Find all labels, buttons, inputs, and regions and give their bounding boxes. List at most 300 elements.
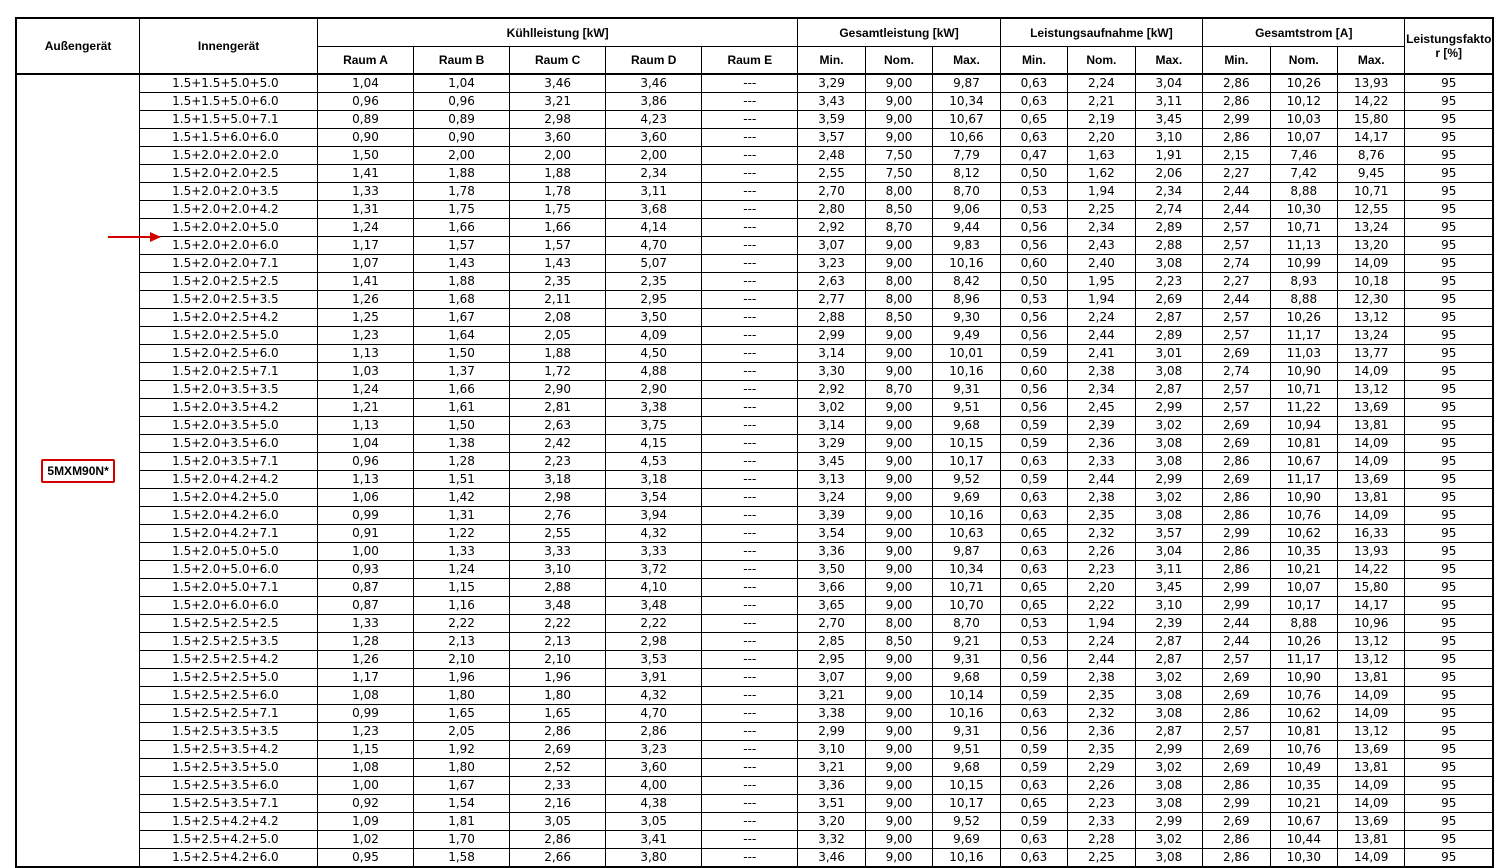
value-cell: 95 (1405, 651, 1493, 669)
indoor-combo-cell: 1.5+2.0+4.2+4.2 (140, 471, 318, 489)
value-cell: 2,99 (1203, 597, 1270, 615)
value-cell: 10,18 (1338, 273, 1405, 291)
value-cell: 0,96 (317, 93, 413, 111)
value-cell: 95 (1405, 273, 1493, 291)
value-cell: 11,17 (1270, 327, 1337, 345)
value-cell: 0,53 (1000, 201, 1067, 219)
value-cell: --- (702, 327, 798, 345)
value-cell: --- (702, 74, 798, 93)
value-cell: 2,57 (1203, 219, 1270, 237)
value-cell: 9,51 (933, 741, 1000, 759)
value-cell: 95 (1405, 417, 1493, 435)
value-cell: 2,33 (510, 777, 606, 795)
value-cell: 14,09 (1338, 507, 1405, 525)
value-cell: 3,24 (798, 489, 865, 507)
table-row (16, 471, 1493, 489)
value-cell: --- (702, 273, 798, 291)
value-cell: 10,12 (1270, 93, 1337, 111)
value-cell: 9,00 (865, 453, 932, 471)
value-cell: 1,41 (317, 165, 413, 183)
header-gesamtstrom-max: Max. (1338, 47, 1405, 75)
value-cell: 3,57 (1135, 525, 1202, 543)
value-cell: 2,34 (1068, 381, 1135, 399)
value-cell: 10,26 (1270, 309, 1337, 327)
value-cell: 1,64 (414, 327, 510, 345)
value-cell: 2,52 (510, 759, 606, 777)
value-cell: 3,38 (798, 705, 865, 723)
table-row (16, 345, 1493, 363)
value-cell: 9,00 (865, 93, 932, 111)
value-cell: 3,54 (798, 525, 865, 543)
value-cell: 95 (1405, 615, 1493, 633)
value-cell: 2,36 (1068, 723, 1135, 741)
value-cell: 95 (1405, 741, 1493, 759)
value-cell: 3,59 (798, 111, 865, 129)
value-cell: 3,18 (606, 471, 702, 489)
value-cell: 2,99 (798, 723, 865, 741)
value-cell: 1,75 (414, 201, 510, 219)
value-cell: --- (702, 453, 798, 471)
value-cell: --- (702, 651, 798, 669)
value-cell: 2,38 (1068, 669, 1135, 687)
value-cell: 1,57 (510, 237, 606, 255)
value-cell: 3,08 (1135, 705, 1202, 723)
value-cell: 95 (1405, 579, 1493, 597)
value-cell: 1,31 (414, 507, 510, 525)
value-cell: 2,27 (1203, 165, 1270, 183)
value-cell: 13,93 (1338, 74, 1405, 93)
value-cell: 95 (1405, 705, 1493, 723)
value-cell: 2,86 (606, 723, 702, 741)
value-cell: 95 (1405, 543, 1493, 561)
value-cell: 1,31 (317, 201, 413, 219)
value-cell: 2,23 (1068, 795, 1135, 813)
value-cell: 10,07 (1270, 579, 1337, 597)
value-cell: 9,68 (933, 669, 1000, 687)
value-cell: 10,76 (1270, 741, 1337, 759)
value-cell: 2,23 (1135, 273, 1202, 291)
value-cell: 10,63 (933, 525, 1000, 543)
header-gesamtleistung: Gesamtleistung [kW] (798, 18, 1000, 47)
table-row (16, 705, 1493, 723)
table-row (16, 399, 1493, 417)
value-cell: 14,17 (1338, 597, 1405, 615)
indoor-combo-cell: 1.5+2.0+5.0+6.0 (140, 561, 318, 579)
indoor-combo-cell: 1.5+2.0+3.5+7.1 (140, 453, 318, 471)
table-row (16, 111, 1493, 129)
value-cell: 0,53 (1000, 633, 1067, 651)
value-cell: 3,32 (798, 831, 865, 849)
value-cell: 95 (1405, 831, 1493, 849)
value-cell: 14,09 (1338, 849, 1405, 868)
value-cell: 2,26 (1068, 543, 1135, 561)
value-cell: 2,88 (1135, 237, 1202, 255)
value-cell: 9,83 (933, 237, 1000, 255)
value-cell: 2,44 (1068, 327, 1135, 345)
indoor-combo-cell: 1.5+2.5+4.2+4.2 (140, 813, 318, 831)
value-cell: 2,44 (1203, 291, 1270, 309)
value-cell: 2,10 (414, 651, 510, 669)
indoor-combo-cell: 1.5+2.5+2.5+6.0 (140, 687, 318, 705)
value-cell: --- (702, 435, 798, 453)
value-cell: 3,21 (798, 687, 865, 705)
value-cell: 9,00 (865, 489, 932, 507)
header-gesamtleistung-nom: Nom. (865, 47, 932, 75)
value-cell: 1,28 (414, 453, 510, 471)
value-cell: 1,03 (317, 363, 413, 381)
value-cell: 2,16 (510, 795, 606, 813)
value-cell: 2,86 (1203, 777, 1270, 795)
value-cell: 0,93 (317, 561, 413, 579)
table-row (16, 291, 1493, 309)
value-cell: 2,90 (606, 381, 702, 399)
value-cell: 11,03 (1270, 345, 1337, 363)
value-cell: 9,00 (865, 345, 932, 363)
value-cell: 2,99 (1135, 813, 1202, 831)
value-cell: 13,69 (1338, 813, 1405, 831)
value-cell: 8,96 (933, 291, 1000, 309)
value-cell: 95 (1405, 183, 1493, 201)
value-cell: 2,99 (1203, 795, 1270, 813)
value-cell: 0,50 (1000, 273, 1067, 291)
value-cell: 2,99 (1135, 399, 1202, 417)
table-row (16, 633, 1493, 651)
value-cell: 3,53 (606, 651, 702, 669)
header-raum-e: Raum E (702, 47, 798, 75)
value-cell: 1,24 (317, 381, 413, 399)
value-cell: 10,76 (1270, 507, 1337, 525)
value-cell: 95 (1405, 597, 1493, 615)
value-cell: 2,34 (1068, 219, 1135, 237)
value-cell: 10,44 (1270, 831, 1337, 849)
indoor-combo-cell: 1.5+2.0+2.0+4.2 (140, 201, 318, 219)
value-cell: 9,00 (865, 129, 932, 147)
value-cell: --- (702, 507, 798, 525)
value-cell: 8,00 (865, 291, 932, 309)
value-cell: --- (702, 633, 798, 651)
value-cell: 2,00 (606, 147, 702, 165)
value-cell: 4,50 (606, 345, 702, 363)
value-cell: 95 (1405, 219, 1493, 237)
value-cell: 3,51 (798, 795, 865, 813)
table-row (16, 453, 1493, 471)
value-cell: 1,80 (414, 759, 510, 777)
value-cell: 95 (1405, 291, 1493, 309)
value-cell: 2,44 (1203, 183, 1270, 201)
value-cell: 2,45 (1068, 399, 1135, 417)
value-cell: 4,32 (606, 687, 702, 705)
value-cell: --- (702, 165, 798, 183)
value-cell: 2,63 (510, 417, 606, 435)
value-cell: 10,71 (1270, 219, 1337, 237)
value-cell: 0,59 (1000, 741, 1067, 759)
value-cell: 2,69 (1203, 669, 1270, 687)
value-cell: 2,86 (1203, 453, 1270, 471)
value-cell: 3,23 (798, 255, 865, 273)
value-cell: 8,70 (865, 219, 932, 237)
value-cell: 1,17 (317, 237, 413, 255)
value-cell: 2,87 (1135, 633, 1202, 651)
value-cell: 2,25 (1068, 201, 1135, 219)
value-cell: 14,22 (1338, 561, 1405, 579)
value-cell: 10,16 (933, 255, 1000, 273)
value-cell: 0,90 (414, 129, 510, 147)
value-cell: 10,71 (933, 579, 1000, 597)
value-cell: 3,60 (510, 129, 606, 147)
value-cell: 9,00 (865, 111, 932, 129)
value-cell: 8,88 (1270, 291, 1337, 309)
value-cell: 2,86 (1203, 831, 1270, 849)
value-cell: 2,21 (1068, 93, 1135, 111)
value-cell: 10,07 (1270, 129, 1337, 147)
value-cell: 3,08 (1135, 795, 1202, 813)
value-cell: 2,57 (1203, 381, 1270, 399)
row-pointer-arrow-icon (108, 230, 162, 244)
value-cell: 0,87 (317, 597, 413, 615)
value-cell: 10,01 (933, 345, 1000, 363)
value-cell: 1,21 (317, 399, 413, 417)
value-cell: 3,45 (798, 453, 865, 471)
value-cell: 2,87 (1135, 309, 1202, 327)
value-cell: 10,67 (1270, 453, 1337, 471)
table-row (16, 525, 1493, 543)
value-cell: 2,24 (1068, 309, 1135, 327)
value-cell: 9,00 (865, 849, 932, 868)
value-cell: 0,63 (1000, 849, 1067, 868)
value-cell: 1,62 (1068, 165, 1135, 183)
value-cell: 3,23 (606, 741, 702, 759)
value-cell: 2,05 (414, 723, 510, 741)
value-cell: 1,28 (317, 633, 413, 651)
table-row (16, 273, 1493, 291)
header-raum-c: Raum C (510, 47, 606, 75)
value-cell: 3,33 (510, 543, 606, 561)
value-cell: 0,65 (1000, 597, 1067, 615)
value-cell: 9,00 (865, 255, 932, 273)
value-cell: 3,36 (798, 777, 865, 795)
value-cell: 10,30 (1270, 201, 1337, 219)
value-cell: 13,81 (1338, 669, 1405, 687)
value-cell: 8,70 (865, 381, 932, 399)
value-cell: 3,08 (1135, 363, 1202, 381)
value-cell: --- (702, 813, 798, 831)
value-cell: 2,89 (1135, 219, 1202, 237)
value-cell: 2,41 (1068, 345, 1135, 363)
value-cell: 9,00 (865, 579, 932, 597)
value-cell: 1,92 (414, 741, 510, 759)
table-row (16, 597, 1493, 615)
value-cell: --- (702, 687, 798, 705)
value-cell: 3,01 (1135, 345, 1202, 363)
value-cell: 0,56 (1000, 381, 1067, 399)
value-cell: 1,13 (317, 417, 413, 435)
value-cell: 3,46 (606, 74, 702, 93)
value-cell: 3,02 (798, 399, 865, 417)
value-cell: --- (702, 255, 798, 273)
value-cell: 8,93 (1270, 273, 1337, 291)
value-cell: 1,08 (317, 759, 413, 777)
value-cell: 95 (1405, 687, 1493, 705)
value-cell: 1,09 (317, 813, 413, 831)
value-cell: 13,12 (1338, 633, 1405, 651)
value-cell: 3,10 (1135, 129, 1202, 147)
value-cell: 5,07 (606, 255, 702, 273)
value-cell: 2,86 (510, 723, 606, 741)
value-cell: 3,33 (606, 543, 702, 561)
value-cell: --- (702, 741, 798, 759)
value-cell: 2,43 (1068, 237, 1135, 255)
value-cell: --- (702, 561, 798, 579)
value-cell: 1,33 (317, 615, 413, 633)
value-cell: 2,24 (1068, 74, 1135, 93)
value-cell: 2,90 (510, 381, 606, 399)
value-cell: 3,08 (1135, 507, 1202, 525)
value-cell: 10,90 (1270, 669, 1337, 687)
value-cell: 2,23 (1068, 561, 1135, 579)
indoor-combo-cell: 1.5+2.5+3.5+6.0 (140, 777, 318, 795)
value-cell: 95 (1405, 309, 1493, 327)
value-cell: --- (702, 417, 798, 435)
value-cell: 9,31 (933, 381, 1000, 399)
value-cell: 10,14 (933, 687, 1000, 705)
value-cell: 2,00 (414, 147, 510, 165)
value-cell: 0,89 (414, 111, 510, 129)
table-row (16, 579, 1493, 597)
value-cell: 2,69 (1203, 741, 1270, 759)
value-cell: 2,38 (1068, 363, 1135, 381)
table-row (16, 795, 1493, 813)
value-cell: 0,65 (1000, 795, 1067, 813)
value-cell: 0,56 (1000, 237, 1067, 255)
value-cell: 3,80 (606, 849, 702, 868)
value-cell: 10,90 (1270, 363, 1337, 381)
indoor-combo-cell: 1.5+2.5+4.2+6.0 (140, 849, 318, 868)
value-cell: 2,98 (510, 489, 606, 507)
value-cell: 9,00 (865, 669, 932, 687)
value-cell: 3,68 (606, 201, 702, 219)
table-row (16, 165, 1493, 183)
value-cell: 2,32 (1068, 525, 1135, 543)
value-cell: 2,66 (510, 849, 606, 868)
value-cell: 13,81 (1338, 831, 1405, 849)
table-row (16, 615, 1493, 633)
value-cell: 1,58 (414, 849, 510, 868)
indoor-combo-cell: 1.5+1.5+5.0+6.0 (140, 93, 318, 111)
value-cell: 2,35 (1068, 687, 1135, 705)
value-cell: 2,32 (1068, 705, 1135, 723)
value-cell: 95 (1405, 813, 1493, 831)
value-cell: 13,12 (1338, 381, 1405, 399)
value-cell: 2,33 (1068, 813, 1135, 831)
header-innengeraet: Innengerät (140, 18, 318, 74)
value-cell: 8,00 (865, 183, 932, 201)
outdoor-unit-cell (16, 74, 140, 867)
value-cell: 1,00 (317, 543, 413, 561)
value-cell: --- (702, 147, 798, 165)
value-cell: 3,29 (798, 74, 865, 93)
value-cell: 1,66 (414, 219, 510, 237)
table-row (16, 669, 1493, 687)
value-cell: 2,44 (1203, 633, 1270, 651)
value-cell: 1,94 (1068, 183, 1135, 201)
value-cell: 2,19 (1068, 111, 1135, 129)
table-row (16, 849, 1493, 868)
value-cell: 10,62 (1270, 525, 1337, 543)
indoor-combo-cell: 1.5+2.0+2.5+5.0 (140, 327, 318, 345)
value-cell: 1,24 (414, 561, 510, 579)
value-cell: 4,14 (606, 219, 702, 237)
value-cell: 0,50 (1000, 165, 1067, 183)
value-cell: 4,09 (606, 327, 702, 345)
value-cell: 2,99 (1203, 111, 1270, 129)
value-cell: 9,00 (865, 813, 932, 831)
value-cell: 0,63 (1000, 93, 1067, 111)
value-cell: 10,15 (933, 777, 1000, 795)
table-row (16, 381, 1493, 399)
table-row (16, 74, 1493, 93)
value-cell: 8,00 (865, 615, 932, 633)
value-cell: 9,00 (865, 543, 932, 561)
value-cell: 2,29 (1068, 759, 1135, 777)
value-cell: 10,34 (933, 561, 1000, 579)
value-cell: 10,66 (933, 129, 1000, 147)
value-cell: 1,67 (414, 309, 510, 327)
value-cell: --- (702, 291, 798, 309)
value-cell: 2,87 (1135, 651, 1202, 669)
header-gesamtstrom-nom: Nom. (1270, 47, 1337, 75)
value-cell: 2,55 (510, 525, 606, 543)
value-cell: 3,02 (1135, 759, 1202, 777)
header-leistungsfaktor: Leistungsfaktor [%] (1405, 18, 1493, 74)
value-cell: 95 (1405, 93, 1493, 111)
value-cell: 0,59 (1000, 471, 1067, 489)
value-cell: 9,00 (865, 651, 932, 669)
value-cell: 10,15 (933, 435, 1000, 453)
value-cell: 0,56 (1000, 723, 1067, 741)
value-cell: --- (702, 849, 798, 868)
value-cell: 3,30 (798, 363, 865, 381)
value-cell: 1,02 (317, 831, 413, 849)
value-cell: 3,04 (1135, 543, 1202, 561)
table-row (16, 777, 1493, 795)
value-cell: 3,10 (510, 561, 606, 579)
value-cell: 1,66 (510, 219, 606, 237)
value-cell: 13,77 (1338, 345, 1405, 363)
value-cell: 13,24 (1338, 327, 1405, 345)
value-cell: 3,07 (798, 669, 865, 687)
value-cell: 95 (1405, 435, 1493, 453)
value-cell: 3,66 (798, 579, 865, 597)
value-cell: 8,50 (865, 633, 932, 651)
value-cell: 1,13 (317, 471, 413, 489)
value-cell: 3,07 (798, 237, 865, 255)
value-cell: 1,50 (414, 417, 510, 435)
value-cell: 8,88 (1270, 615, 1337, 633)
header-gesamtstrom-min: Min. (1203, 47, 1270, 75)
value-cell: 2,74 (1203, 363, 1270, 381)
value-cell: 2,35 (606, 273, 702, 291)
value-cell: 2,88 (510, 579, 606, 597)
value-cell: 0,56 (1000, 309, 1067, 327)
value-cell: 2,69 (1203, 471, 1270, 489)
value-cell: --- (702, 705, 798, 723)
value-cell: 2,92 (798, 381, 865, 399)
indoor-combo-cell: 1.5+2.5+3.5+3.5 (140, 723, 318, 741)
value-cell: 10,26 (1270, 74, 1337, 93)
table-row (16, 417, 1493, 435)
table-row (16, 183, 1493, 201)
value-cell: 0,53 (1000, 615, 1067, 633)
